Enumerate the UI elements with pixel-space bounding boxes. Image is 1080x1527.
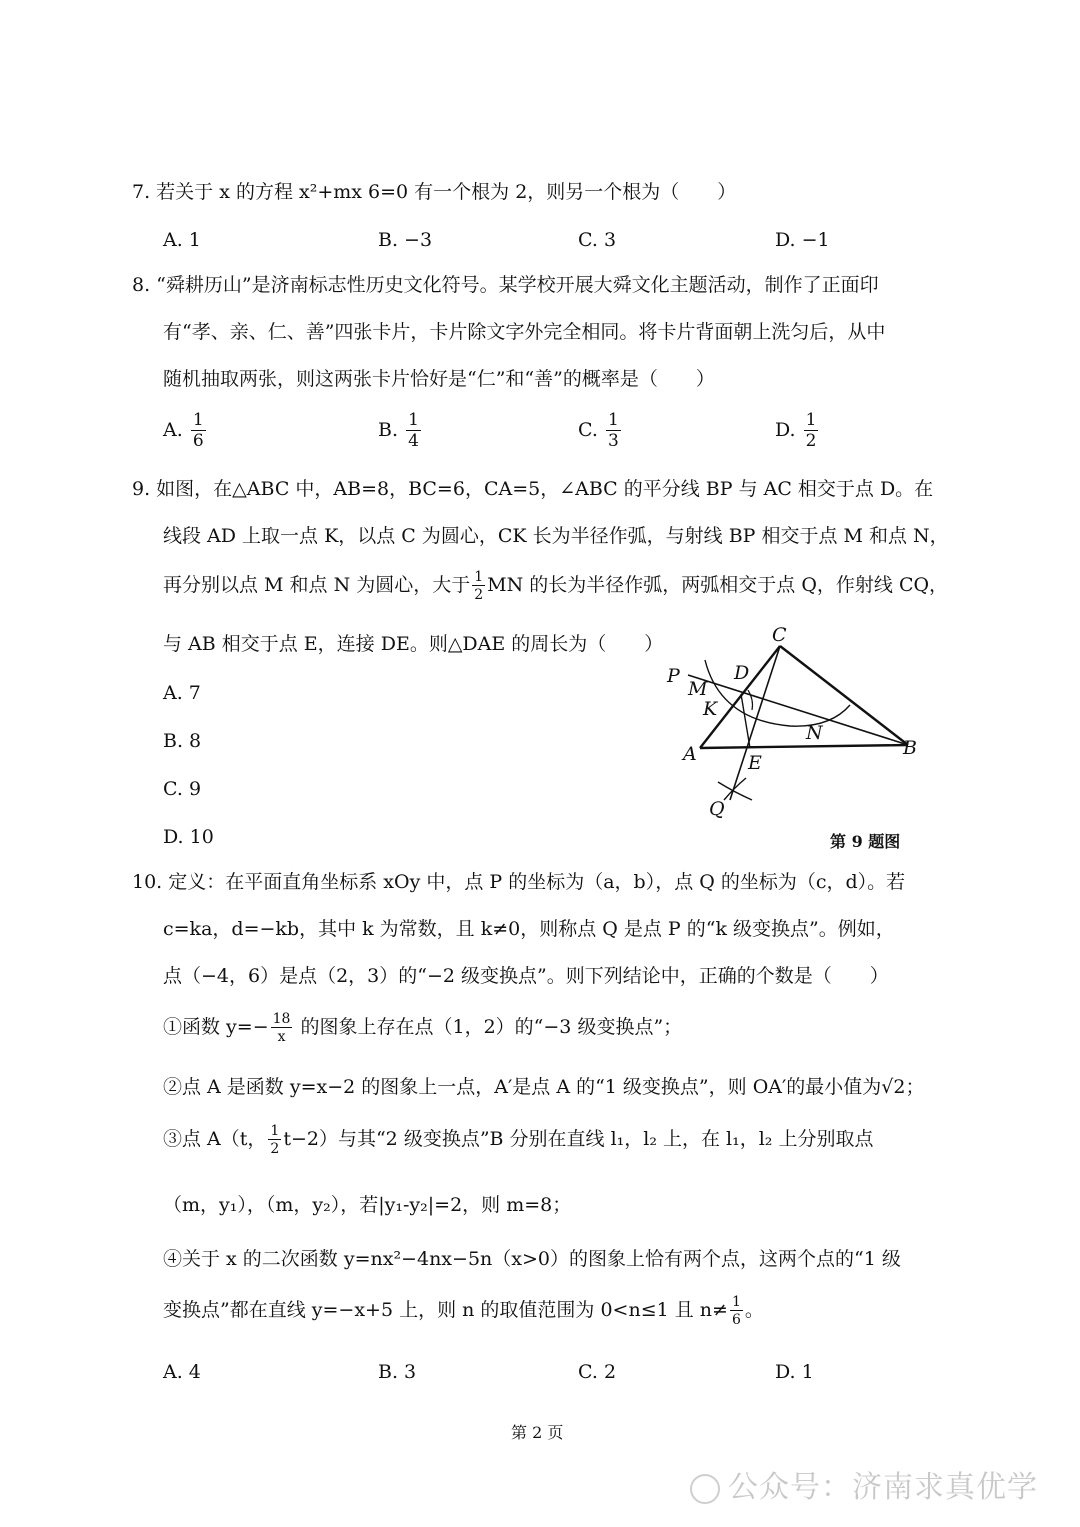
question-9-line-3: 再分别以点 M 和点 N 为圆心，大于 $\frac{1}{2}$ MN 的长为半径作弧，两弧相交于点 Q，作射线 CQ， — [163, 569, 949, 603]
q8-option-c: C. $\frac{1}{3}$ — [578, 410, 619, 451]
statement-4-line-2: 变换点”都在直线 y=−x+5 上，则 n 的取值范围为 0<n≤1 且 n≠ $\frac{1}{6}$ 。 — [163, 1294, 764, 1328]
q9-option-c: C. 9 — [163, 778, 202, 800]
q10-option-d: D. 1 — [775, 1361, 814, 1383]
question-7-stem: 7. 若关于 x 的方程 x²+mx 6=0 有一个根为 2，则另一个根为（ ） — [132, 181, 737, 203]
statement-1: ①函数 y=− $\frac{18}{x}$ 的图象上存在点（1，2）的“−3 级变换点”； — [163, 1011, 683, 1045]
statement-2: ②点 A 是函数 y=x−2 的图象上一点，A′是点 A 的“1 级变换点”，则 OA′的最小值为√2； — [163, 1076, 925, 1098]
q8-option-d: D. $\frac{1}{2}$ — [775, 410, 817, 451]
q8-option-a: A. $\frac{1}{6}$ — [163, 410, 204, 451]
q9-option-d: D. 10 — [163, 826, 214, 848]
label-d: D — [734, 662, 750, 684]
label-a: A — [683, 743, 697, 765]
statement-4-line-1: ④关于 x 的二次函数 y=nx²−4nx−5n（x>0）的图象上恰有两个点，这两个点的“1 级 — [163, 1248, 901, 1270]
page-number: 第 2 页 — [511, 1423, 564, 1442]
question-8-line-2: 有“孝、亲、仁、善”四张卡片，卡片除文字外完全相同。将卡片背面朝上洗匀后，从中 — [163, 321, 886, 343]
label-m: M — [688, 678, 708, 700]
question-10-line-1: 10. 定义：在平面直角坐标系 xOy 中，点 P 的坐标为（a，b），点 Q 的坐标为（c，d）。若 — [132, 871, 906, 893]
q7-option-c: C. 3 — [578, 229, 617, 251]
arc-d — [748, 690, 753, 710]
q9-option-a: A. 7 — [163, 682, 201, 704]
arc-q-2 — [724, 778, 746, 800]
question-8-line-3: 随机抽取两张，则这两张卡片恰好是“仁”和“善”的概率是（ ） — [163, 368, 715, 390]
q7-option-b: B. −3 — [378, 229, 433, 251]
wechat-icon — [690, 1474, 720, 1504]
q10-option-b: B. 3 — [378, 1361, 417, 1383]
figure-caption: 第 9 题图 — [830, 832, 901, 851]
q9-triangle-figure — [660, 620, 930, 830]
question-9-line-4: 与 AB 相交于点 E，连接 DE。则△DAE 的周长为（ ） — [163, 633, 664, 655]
label-c: C — [772, 624, 787, 646]
q10-option-a: A. 4 — [163, 1361, 201, 1383]
arc-c — [705, 660, 850, 726]
label-b: B — [903, 737, 917, 759]
watermark-text: 公众号：济南求真优学 — [728, 1470, 1038, 1505]
q7-option-a: A. 1 — [163, 229, 201, 251]
question-9-line-2: 线段 AD 上取一点 K，以点 C 为圆心，CK 长为半径作弧，与射线 BP 相交于点 M 和点 N， — [163, 525, 949, 547]
segment-cb — [780, 646, 908, 745]
watermark — [690, 1462, 1038, 1506]
question-10-line-2: c=ka，d=−kb，其中 k 为常数，且 k≠0，则称点 Q 是点 P 的“k 级变换点”。例如， — [163, 918, 895, 940]
label-k: K — [703, 698, 718, 720]
segment-de — [741, 694, 750, 748]
label-n: N — [806, 722, 823, 744]
question-9-line-1: 9. 如图，在△ABC 中，AB=8，BC=6，CA=5，∠ABC 的平分线 BP 与 AC 相交于点 D。在 — [132, 478, 934, 500]
q9-option-b: B. 8 — [163, 730, 202, 752]
question-8-line-1: 8. “舜耕历山”是济南标志性历史文化符号。某学校开展大舜文化主题活动，制作了正面印 — [132, 274, 879, 296]
statement-3-line-1: ③点 A（t， $\frac{1}{2}$ t−2）与其“2 级变换点”B 分别在直线 l₁，l₂ 上，在 l₁，l₂ 上分别取点 — [163, 1123, 874, 1157]
q10-option-c: C. 2 — [578, 1361, 617, 1383]
label-p: P — [667, 665, 680, 687]
q8-option-b: B. $\frac{1}{4}$ — [378, 410, 419, 451]
segment-ab — [700, 745, 908, 748]
label-e: E — [748, 752, 762, 774]
statement-3-line-2: （m，y₁），（m，y₂），若|y₁-y₂|=2，则 m=8； — [163, 1194, 572, 1216]
ray-bp — [688, 675, 908, 745]
label-q: Q — [709, 798, 725, 820]
q7-option-d: D. −1 — [775, 229, 830, 251]
question-10-line-3: 点（−4，6）是点（2，3）的“−2 级变换点”。则下列结论中，正确的个数是（ ） — [163, 965, 889, 987]
